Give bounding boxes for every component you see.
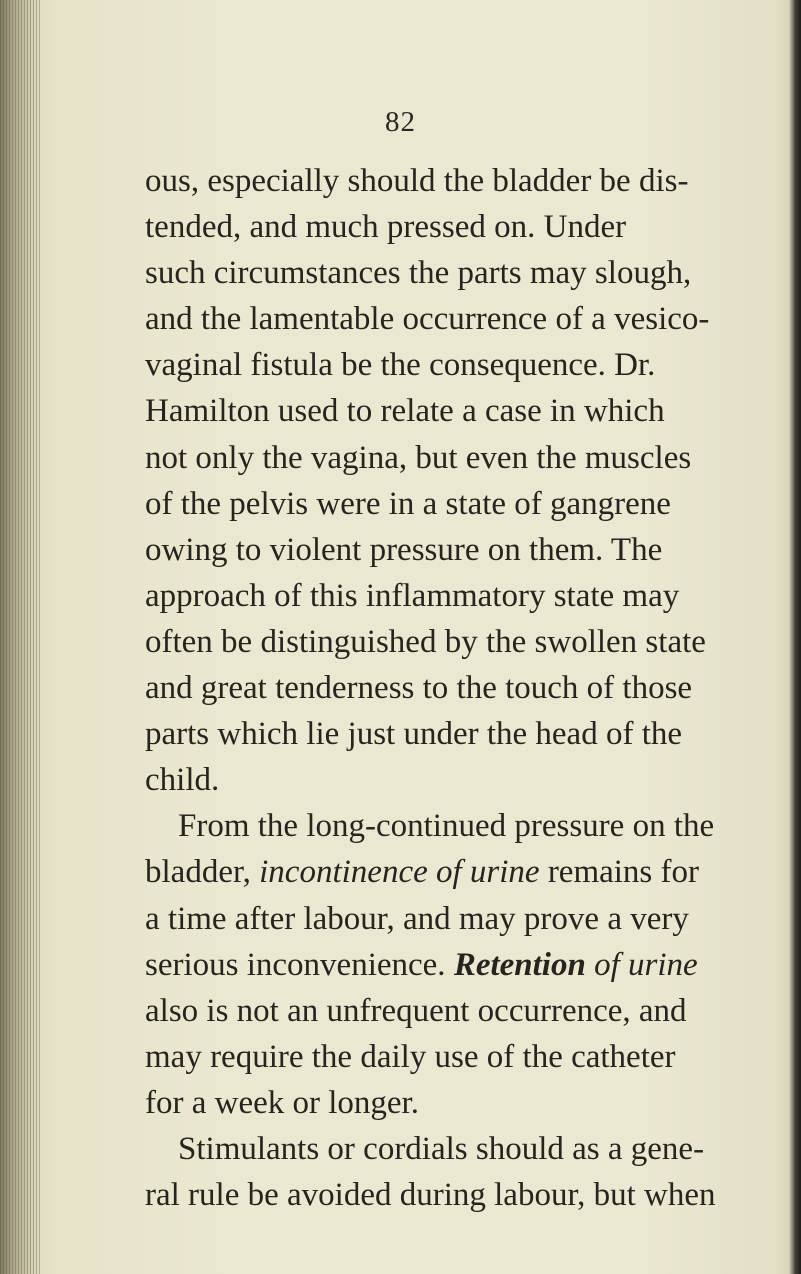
text-line: tended, and much pressed on. Under (145, 209, 627, 246)
line-text: remains for (539, 854, 700, 891)
text-line: ral rule be avoided during labour, but when (145, 1177, 716, 1214)
italic-phrase: of urine (585, 946, 698, 983)
text-line: often be distinguished by the swollen state (145, 623, 706, 660)
text-line: for a week or longer. (145, 1084, 419, 1121)
body-text (145, 158, 745, 1218)
text-line-with-italic (145, 942, 745, 988)
text-line: such circumstances the parts may slough, (145, 255, 692, 292)
text-line: owing to violent pressure on them. The (145, 531, 663, 568)
text-line: vaginal fistula be the consequence. Dr. (145, 347, 656, 384)
bold-italic-phrase: Retention (453, 946, 586, 983)
italic-phrase: incontinence of urine (259, 854, 540, 891)
line-text: bladder, (145, 854, 260, 891)
paragraph-start-line: From the long-continued pressure on the (178, 808, 715, 845)
text-line: Hamilton used to relate a case in which (145, 393, 665, 430)
text-line: child. (145, 762, 220, 799)
text-line: a time after labour, and may prove a very (145, 900, 689, 937)
text-line: and great tenderness to the touch of those (145, 670, 693, 707)
text-line: approach of this inflammatory state may (145, 577, 680, 614)
text-line: parts which lie just under the head of the (145, 716, 683, 753)
text-line: also is not an unfrequent occurrence, and (145, 992, 687, 1029)
text-line: of the pelvis were in a state of gangrene (145, 485, 671, 522)
line-text: serious inconvenience. (145, 946, 454, 983)
text-line: ous, especially should the bladder be dis- (145, 163, 689, 199)
binding-gutter (0, 0, 40, 1274)
text-line-with-italic (145, 849, 745, 895)
text-line: may require the daily use of the catheter (145, 1038, 676, 1075)
text-line: not only the vagina, but even the muscles (145, 439, 692, 476)
text-line: and the lamentable occurrence of a vesico- (145, 301, 710, 338)
page-number: 82 (385, 106, 416, 138)
paragraph-start-line: Stimulants or cordials should as a gene- (178, 1130, 705, 1167)
page-edge-shadow (789, 0, 801, 1274)
